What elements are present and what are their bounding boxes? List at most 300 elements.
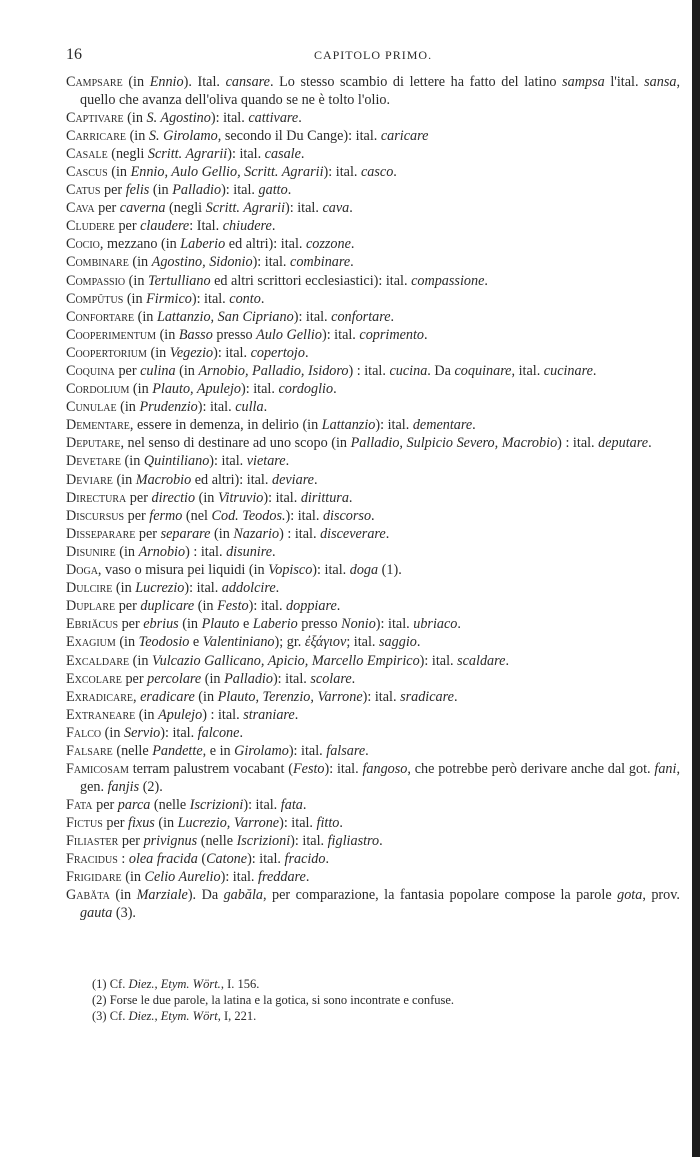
glossary-entry: [66, 74, 680, 109]
text-run: ): ital.: [252, 254, 291, 271]
headword: Carricare: [66, 127, 127, 144]
text-run: (in: [149, 182, 173, 199]
italic-text: disceverare: [320, 525, 386, 542]
italic-text: Nazario: [233, 525, 280, 542]
text-run: , e in: [202, 742, 235, 759]
glossary-entry: [66, 725, 680, 743]
text-run: : Ital.: [189, 218, 223, 235]
text-run: (nelle: [150, 796, 190, 813]
text-run: ): ital.: [362, 688, 401, 705]
text-run: (in: [112, 471, 136, 488]
italic-text: Tertulliano: [147, 272, 211, 289]
text-run: .: [239, 724, 243, 741]
text-run: .: [304, 344, 309, 361]
text-run: , I, 221.: [217, 1009, 257, 1023]
page-header: [66, 46, 680, 66]
footnote: [92, 992, 680, 1008]
text-run: .: [339, 814, 343, 831]
text-run: .: [263, 399, 268, 416]
italic-text: cattivare: [248, 109, 299, 126]
italic-text: directio: [151, 489, 196, 506]
text-run: ): ital.: [241, 381, 279, 398]
italic-text: olea fracida: [128, 851, 198, 868]
headword: Devetare: [66, 453, 121, 470]
text-run: (in: [115, 543, 139, 560]
text-run: .: [371, 507, 375, 524]
text-run: l'ital.: [604, 74, 645, 90]
text-run: (in: [123, 109, 147, 126]
text-run: per: [114, 363, 141, 379]
text-run: ): ital.: [375, 417, 413, 434]
text-run: (in: [122, 74, 150, 90]
italic-text: Pandette: [152, 742, 203, 759]
italic-text: discorso: [322, 507, 372, 524]
italic-text: Palladio: [172, 182, 222, 199]
italic-text: scolare: [310, 670, 352, 687]
italic-text: fitto: [316, 814, 340, 831]
glossary-entry: [66, 309, 680, 327]
italic-text: claudere: [140, 218, 190, 235]
italic-text: compassione: [411, 272, 485, 289]
italic-text: figliastro: [327, 832, 380, 849]
text-run: per: [114, 218, 141, 235]
text-run: ): ital.: [285, 507, 323, 524]
glossary-entry: [66, 472, 680, 490]
italic-text: Lattanzio, San Cipriano: [156, 308, 294, 325]
italic-text: dementare: [412, 417, 473, 434]
text-run: , che potrebbe però derivare anche dal got.: [407, 761, 655, 778]
text-run: ): ital.: [312, 562, 350, 579]
text-run: ): ital.: [221, 182, 259, 199]
headword: Compassio: [66, 272, 126, 289]
italic-text: Nonio: [341, 616, 376, 633]
text-run: ): ital.: [288, 742, 327, 759]
glossary-entry: [66, 689, 680, 707]
text-run: ): ital.: [191, 290, 230, 307]
glossary-entry: [66, 164, 680, 182]
text-run: , secondo il Du Cange): ital.: [217, 127, 381, 144]
italic-text: cava: [322, 200, 350, 217]
text-run: per: [118, 832, 144, 849]
headword: Confortare: [66, 308, 135, 325]
headword: Exagium: [66, 634, 116, 651]
text-run: (in: [101, 724, 124, 741]
italic-text: Arnobio: [138, 543, 186, 560]
italic-text: ἐξάγιον: [304, 634, 347, 651]
text-run: (in: [134, 308, 157, 325]
glossary-entry: [66, 815, 680, 833]
italic-text: Servio: [123, 724, 161, 741]
italic-text: fanjis: [107, 778, 140, 795]
text-run: ) : ital.: [185, 543, 227, 560]
headword: Deviare: [66, 471, 113, 488]
italic-text: duplicare: [140, 598, 195, 615]
italic-text: Vulcazio Gallicano, Apicio, Marcello Empirico: [151, 652, 420, 669]
glossary-entry: [66, 707, 680, 725]
italic-text: scaldare: [457, 652, 506, 669]
text-run: .: [325, 851, 330, 868]
glossary-entry: [66, 761, 680, 796]
text-run: ,: [133, 688, 141, 705]
glossary-entry: [66, 200, 680, 218]
italic-text: Macrobio: [135, 471, 192, 488]
headword: Cordolium: [66, 381, 130, 398]
text-run: (in: [201, 670, 225, 687]
text-run: (3).: [112, 904, 136, 921]
headword: Disseparare: [66, 525, 136, 542]
italic-text: cucina: [389, 363, 428, 379]
text-run: per: [94, 200, 120, 217]
glossary-entry: [66, 146, 680, 164]
text-run: (in: [135, 706, 159, 723]
glossary-entry: [66, 634, 680, 652]
italic-text: Cod. Teodos.: [211, 507, 286, 524]
headword: Casale: [66, 145, 108, 162]
glossary-entry: [66, 851, 680, 869]
italic-text: parca: [117, 796, 151, 813]
text-run: , essere in demenza, in delirio (in: [129, 417, 322, 434]
headword: Cludere: [66, 218, 115, 235]
italic-text: falsare: [326, 742, 366, 759]
text-run: .: [505, 652, 509, 669]
italic-text: culla: [235, 399, 264, 416]
headword: Combinare: [66, 254, 129, 271]
text-run: .: [260, 290, 265, 307]
headword: Dulcire: [66, 580, 113, 597]
italic-text: casale: [264, 145, 301, 162]
italic-text: S. Girolamo: [148, 127, 218, 144]
italic-text: casco: [360, 163, 394, 180]
text-run: , prov.: [642, 887, 680, 904]
text-run: ed altri scrittori ecclesiastici): ital.: [210, 272, 412, 289]
italic-text: Iscrizioni: [236, 832, 291, 849]
glossary-entry: [66, 887, 680, 922]
italic-text: Prudenzio: [139, 399, 198, 416]
italic-text: culina: [140, 363, 176, 379]
italic-text: falcone: [197, 724, 240, 741]
text-run: , ital.: [511, 363, 544, 379]
text-run: .: [298, 109, 302, 126]
text-run: ). Ital.: [183, 74, 226, 90]
text-run: per: [121, 670, 148, 687]
glossary-entry: [66, 453, 680, 471]
glossary-entry: [66, 327, 680, 345]
headword: Deputare: [66, 435, 121, 452]
italic-text: sradicare: [400, 688, 454, 705]
text-run: (nel: [182, 507, 212, 524]
italic-text: Vegezio: [169, 344, 214, 361]
text-run: (in: [129, 652, 152, 669]
italic-text: Palladio, Sulpicio Severo, Macrobio: [350, 435, 558, 452]
italic-text: ebrius: [143, 616, 179, 633]
page-edge-shadow: [692, 0, 700, 1157]
italic-text: saggio: [379, 634, 417, 651]
italic-text: confortare: [331, 308, 391, 325]
italic-text: cucinare: [543, 363, 593, 379]
text-run: ): ital.: [323, 163, 361, 180]
text-run: (in: [194, 688, 218, 705]
text-run: (in: [121, 869, 145, 886]
text-run: .: [271, 218, 276, 235]
glossary-entry: [66, 490, 680, 508]
headword: Duplare: [66, 598, 116, 615]
text-run: (in: [178, 616, 202, 633]
italic-text: Girolamo: [234, 742, 289, 759]
italic-text: Plauto: [201, 616, 240, 633]
italic-text: Lucrezio: [135, 580, 185, 597]
text-run: .: [350, 236, 355, 253]
italic-text: fangoso: [362, 761, 408, 778]
italic-text: conto: [229, 290, 261, 307]
italic-text: dirittura: [300, 489, 349, 506]
italic-text: deputare: [598, 435, 649, 452]
italic-text: Festo: [217, 598, 249, 615]
italic-text: caricare: [380, 127, 429, 144]
italic-text: Vitruvio: [217, 489, 264, 506]
text-run: .: [275, 580, 280, 597]
headword: Exradicare: [66, 688, 134, 705]
text-run: ): ital.: [243, 796, 281, 813]
text-run: (: [197, 851, 207, 868]
italic-text: Quintiliano: [143, 453, 210, 470]
text-run: (in: [129, 381, 153, 398]
headword: Discursus: [66, 507, 125, 524]
headword: Falsare: [66, 742, 113, 759]
page-number: 16: [66, 46, 82, 63]
italic-text: Catone: [206, 851, 248, 868]
headword: Compŭtus: [66, 290, 124, 307]
text-run: terram palustrem vocabant (: [128, 761, 293, 778]
italic-text: Valentiniano: [202, 634, 275, 651]
text-run: .: [294, 706, 299, 723]
glossary-entry: [66, 833, 680, 851]
headword: Frigidare: [66, 869, 122, 886]
text-run: per: [118, 616, 144, 633]
text-run: , vaso o misura pei liquidi (in: [97, 562, 269, 579]
italic-text: caverna: [119, 200, 166, 217]
text-run: (in: [123, 290, 147, 307]
text-run: ): ital.: [263, 489, 301, 506]
headword: Cooperimentum: [66, 326, 157, 343]
text-run: ): ital.: [247, 851, 285, 868]
italic-text: deviare: [271, 471, 314, 488]
glossary-entries: [66, 74, 680, 923]
text-run: presso: [212, 326, 257, 343]
glossary-entry: [66, 544, 680, 562]
italic-text: sampsa: [562, 74, 605, 90]
text-run: presso: [297, 616, 342, 633]
glossary-entry: [66, 526, 680, 544]
text-run: (nelle: [197, 832, 237, 849]
italic-text: Marziale: [136, 887, 188, 904]
italic-text: Diez., Etym. Wört.: [128, 977, 221, 991]
text-run: ) : ital.: [557, 435, 599, 452]
glossary-entry: [66, 291, 680, 309]
footnotes: [92, 976, 680, 1024]
text-run: (in: [115, 634, 139, 651]
italic-text: freddare: [258, 869, 306, 886]
italic-text: fixus: [128, 814, 155, 831]
glossary-entry: [66, 273, 680, 291]
headword: Extraneare: [66, 706, 136, 723]
text-run: ; ital.: [346, 634, 380, 651]
italic-text: Vopisco: [268, 562, 313, 579]
glossary-entry: [66, 110, 680, 128]
text-run: (1) Cf.: [92, 977, 129, 991]
text-run: (in: [107, 163, 131, 180]
text-run: .: [300, 145, 305, 162]
text-run: (in: [125, 272, 148, 289]
text-run: per: [92, 796, 118, 813]
italic-text: Agostino, Sidonio: [151, 254, 253, 271]
text-run: ): ital.: [272, 670, 311, 687]
headword: Doga: [66, 562, 98, 579]
italic-text: gota: [617, 887, 643, 904]
headword: Excolare: [66, 670, 122, 687]
text-run: .: [453, 688, 458, 705]
text-run: ): ital.: [321, 326, 360, 343]
text-run: per: [135, 525, 161, 542]
text-run: per: [115, 598, 141, 615]
text-run: .: [379, 832, 383, 849]
text-run: per: [126, 489, 152, 506]
headword: Cava: [66, 200, 95, 217]
italic-text: Laberio: [180, 236, 226, 253]
text-run: (in: [154, 814, 178, 831]
italic-text: Aulo Gellio: [256, 326, 322, 343]
text-run: ): ital.: [160, 724, 198, 741]
text-run: .: [285, 453, 290, 470]
headword: Gabăta: [66, 887, 110, 904]
text-run: (nelle: [112, 742, 153, 759]
text-run: ): ital.: [293, 308, 332, 325]
text-run: ): ital.: [213, 344, 251, 361]
text-run: (in: [112, 580, 136, 597]
glossary-entry: [66, 743, 680, 761]
italic-text: coprimento: [359, 326, 425, 343]
text-run: .: [336, 598, 341, 615]
text-run: per: [100, 182, 126, 199]
glossary-entry: [66, 399, 680, 417]
text-run: . Da: [427, 363, 455, 379]
italic-text: straniare: [243, 706, 295, 723]
headword: Famicosam: [66, 761, 129, 778]
italic-text: Lattanzio: [321, 417, 376, 434]
glossary-entry: [66, 128, 680, 146]
glossary-entry: [66, 562, 680, 580]
text-run: ); gr.: [274, 634, 305, 651]
italic-text: Ennio, Aulo Gellio, Scritt. Agrarii: [130, 163, 324, 180]
glossary-entry: [66, 182, 680, 200]
glossary-entry: [66, 580, 680, 598]
italic-text: Celio Aurelio: [144, 869, 221, 886]
headword: Coquina: [66, 363, 115, 379]
text-run: ): ital.: [324, 761, 363, 778]
italic-text: fracido: [284, 851, 326, 868]
glossary-entry: [66, 254, 680, 272]
text-run: (in: [195, 489, 218, 506]
text-run: .: [390, 308, 395, 325]
headword: Excaldare: [66, 652, 130, 669]
glossary-entry: [66, 363, 680, 381]
text-run: .: [385, 525, 390, 542]
text-run: .: [302, 796, 307, 813]
italic-text: percolare: [147, 670, 202, 687]
text-run: (in: [109, 887, 137, 904]
text-run: ): ital.: [285, 200, 323, 217]
text-run: ): ital.: [220, 869, 259, 886]
text-run: ): ital.: [290, 832, 328, 849]
italic-text: privignus: [143, 832, 198, 849]
italic-text: Diez., Etym. Wört: [128, 1009, 218, 1023]
text-run: (in: [128, 254, 152, 271]
italic-text: Scritt. Agrarii: [205, 200, 286, 217]
glossary-entry: [66, 869, 680, 887]
glossary-entry: [66, 345, 680, 363]
text-run: .: [350, 254, 354, 271]
italic-text: gatto: [258, 182, 288, 199]
text-run: :: [117, 851, 129, 868]
italic-text: gabăla: [223, 887, 263, 904]
text-run: ): ital.: [227, 145, 265, 162]
text-run: .: [351, 670, 356, 687]
glossary-entry: [66, 598, 680, 616]
glossary-entry: [66, 616, 680, 634]
glossary-entry: [66, 435, 680, 453]
text-run: , per comparazione, la fantasia popolare compose la parole: [263, 887, 618, 904]
italic-text: gauta: [80, 904, 113, 921]
glossary-entry: [66, 797, 680, 815]
text-run: (in: [121, 453, 144, 470]
italic-text: S. Agostino: [146, 109, 211, 126]
headword: Cocio: [66, 236, 100, 253]
glossary-entry: [66, 653, 680, 671]
text-run: .: [484, 272, 488, 289]
footnote: [92, 976, 680, 992]
text-run: (in: [146, 344, 170, 361]
text-run: (negli: [107, 145, 148, 162]
text-run: ) : ital.: [348, 363, 390, 379]
text-run: . Lo stesso scambio di lettere ha fatto del latino: [269, 74, 563, 90]
italic-text: Lucrezio, Varrone: [177, 814, 280, 831]
glossary-entry: [66, 218, 680, 236]
italic-text: Festo: [292, 761, 325, 778]
text-run: per: [124, 507, 150, 524]
text-run: .: [457, 616, 461, 633]
italic-text: Laberio: [252, 616, 298, 633]
text-run: ) : ital.: [279, 525, 321, 542]
italic-text: vietare: [246, 453, 286, 470]
text-run: .: [416, 634, 421, 651]
text-run: .: [365, 742, 369, 759]
text-run: , quello che avanza dell'oliva quando se ne è tolto l'olio.: [80, 74, 680, 108]
italic-text: doga: [349, 562, 379, 579]
headword: Cascus: [66, 163, 108, 180]
italic-text: fata: [280, 796, 303, 813]
glossary-entry: [66, 236, 680, 254]
text-run: (in: [156, 326, 179, 343]
text-run: ): ital.: [184, 580, 222, 597]
text-run: ed altri): ital.: [191, 471, 272, 488]
glossary-entry: [66, 417, 680, 435]
italic-text: Iscrizioni: [189, 796, 244, 813]
italic-text: cordoglio: [278, 381, 334, 398]
italic-text: copertojo: [250, 344, 305, 361]
text-run: .: [393, 163, 397, 180]
text-run: , gen.: [80, 761, 681, 795]
italic-text: cansare: [225, 74, 270, 90]
headword: Fictus: [66, 814, 103, 831]
